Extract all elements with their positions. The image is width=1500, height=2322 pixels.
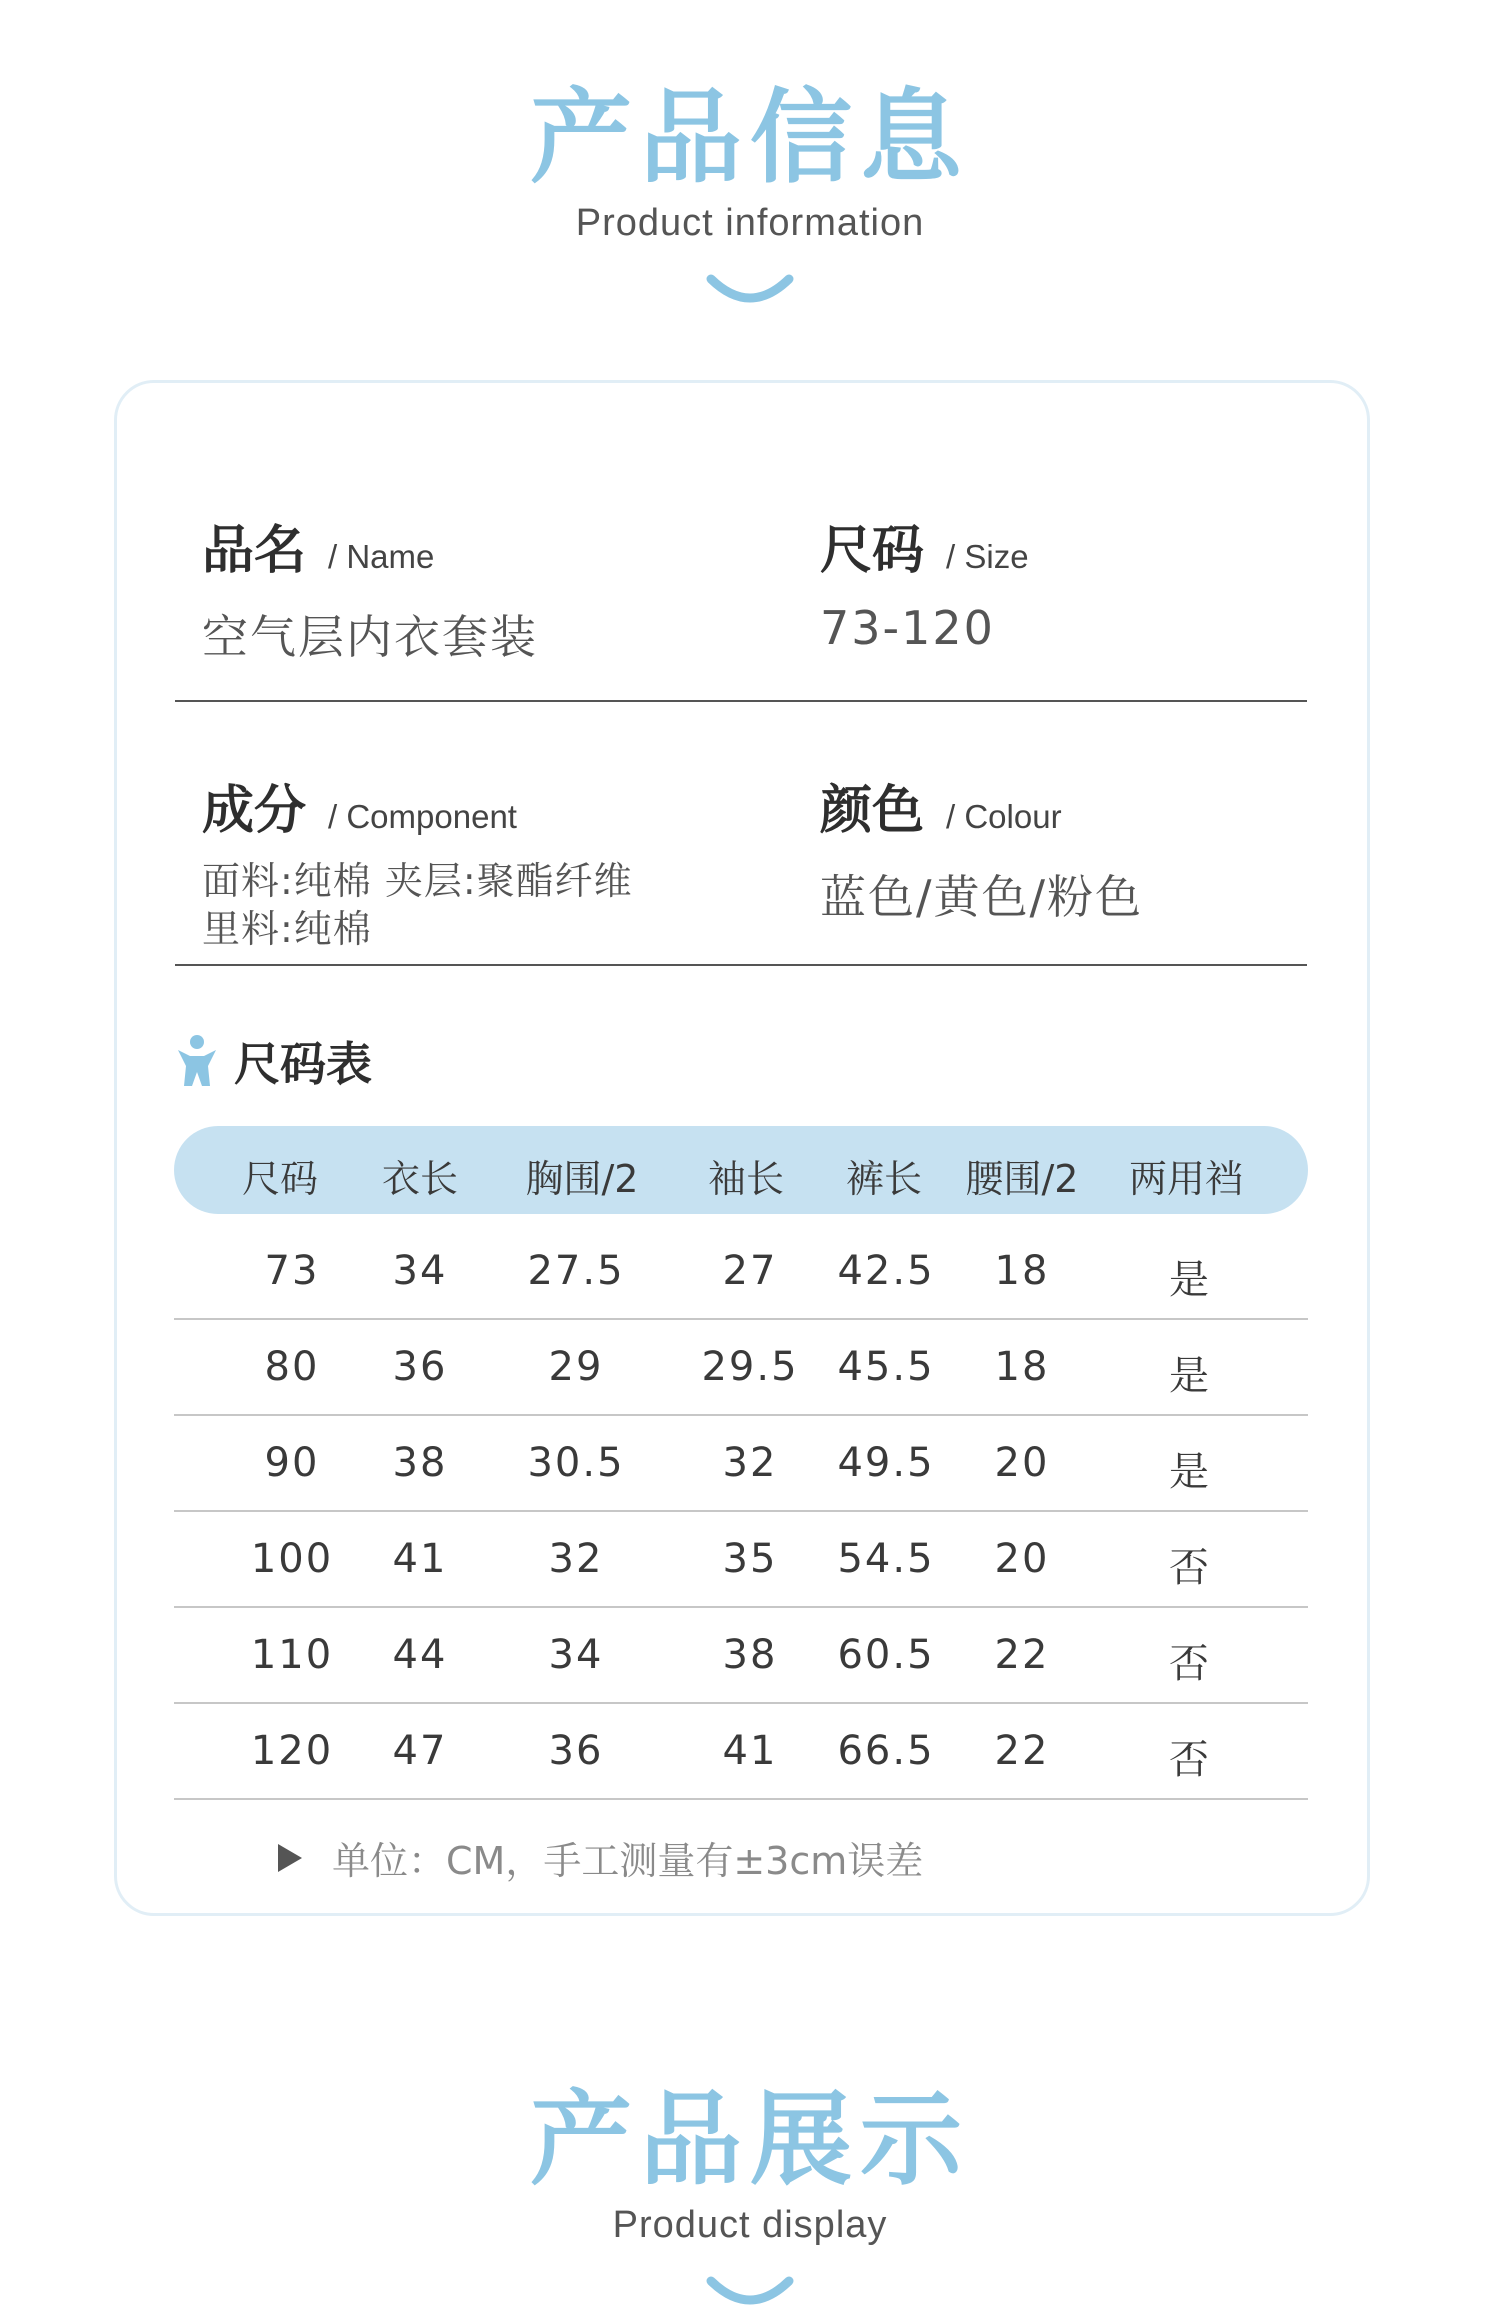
table-cell: 22 (994, 1632, 1050, 1678)
play-arrow-icon (278, 1844, 302, 1872)
header-cell: 胸围/2 (525, 1157, 639, 1201)
table-cell: 42.5 (837, 1248, 935, 1294)
table-cell: 30.5 (527, 1440, 625, 1486)
table-cell: 32 (548, 1536, 604, 1582)
note-text: 单位：CM，手工测量有±3cm误差 (332, 1839, 924, 1883)
header-cell: 两用裆 (1128, 1157, 1244, 1201)
table-cell: 32 (722, 1440, 778, 1486)
table-cell: 否 (1169, 1641, 1211, 1687)
header-cell: 裤长 (845, 1157, 923, 1201)
table-cell: 60.5 (837, 1632, 935, 1678)
colour-label: 颜色 (820, 781, 925, 841)
header-cell: 腰围/2 (965, 1157, 1079, 1201)
section-title: 产品信息 (530, 79, 970, 198)
size-chart-title (174, 1028, 372, 1094)
name-value: 空气层内衣套装 (202, 610, 538, 664)
table-cell: 47 (392, 1728, 448, 1774)
header-cell: 袖长 (707, 1157, 785, 1201)
component-line-1: 面料:纯棉 夹层:聚酯纤维 (202, 859, 633, 903)
component-label: 成分 (202, 781, 307, 841)
table-row (174, 1606, 1308, 1704)
name-label: 品名 (202, 521, 307, 581)
table-cell: 20 (994, 1536, 1050, 1582)
table-cell: 80 (264, 1344, 320, 1390)
size-label-en: / Size (946, 538, 1029, 575)
table-cell: 45.5 (837, 1344, 935, 1390)
table-cell: 44 (392, 1632, 448, 1678)
table-cell: 54.5 (837, 1536, 935, 1582)
smile-curve-icon (705, 2273, 795, 2309)
size-table-header (174, 1126, 1308, 1214)
info-name (202, 508, 538, 667)
info-component (202, 768, 633, 953)
section-subtitle: Product display (612, 2204, 888, 2246)
table-cell: 18 (994, 1344, 1050, 1390)
name-label-en: / Name (328, 538, 435, 575)
colour-value: 蓝色/黄色/粉色 (820, 870, 1143, 924)
table-row (174, 1222, 1308, 1320)
header-cell: 尺码 (241, 1157, 319, 1201)
table-cell: 35 (722, 1536, 778, 1582)
table-cell: 22 (994, 1728, 1050, 1774)
table-cell: 36 (392, 1344, 448, 1390)
size-value: 73-120 (820, 601, 995, 655)
table-cell: 41 (722, 1728, 778, 1774)
info-colour (820, 768, 1143, 927)
table-cell: 120 (250, 1728, 334, 1774)
table-cell: 29.5 (701, 1344, 799, 1390)
size-label: 尺码 (820, 521, 925, 581)
smile-curve-icon (705, 271, 795, 307)
component-line-2: 里料:纯棉 (202, 907, 372, 951)
header-cell: 衣长 (381, 1157, 459, 1201)
table-row (174, 1510, 1308, 1608)
table-row (174, 1702, 1308, 1800)
table-cell: 38 (392, 1440, 448, 1486)
divider (175, 964, 1307, 966)
table-cell: 66.5 (837, 1728, 935, 1774)
table-cell: 73 (264, 1248, 320, 1294)
component-label-en: / Component (328, 798, 517, 835)
table-cell: 49.5 (837, 1440, 935, 1486)
table-cell: 34 (548, 1632, 604, 1678)
table-cell: 36 (548, 1728, 604, 1774)
table-cell: 29 (548, 1344, 604, 1390)
divider (175, 700, 1307, 702)
table-cell: 41 (392, 1536, 448, 1582)
section-title: 产品展示 (530, 2081, 970, 2200)
table-row (174, 1414, 1308, 1512)
table-cell: 否 (1169, 1737, 1211, 1783)
table-cell: 27 (722, 1248, 778, 1294)
table-cell: 90 (264, 1440, 320, 1486)
table-cell: 是 (1169, 1449, 1211, 1495)
table-cell: 是 (1169, 1257, 1211, 1303)
table-cell: 38 (722, 1632, 778, 1678)
info-size (820, 508, 1029, 655)
table-cell: 18 (994, 1248, 1050, 1294)
measurement-note (278, 1830, 923, 1885)
table-cell: 是 (1169, 1353, 1211, 1399)
section-header-display (0, 2081, 1500, 2309)
colour-label-en: / Colour (946, 798, 1062, 835)
table-row (174, 1318, 1308, 1416)
table-cell: 100 (250, 1536, 334, 1582)
table-cell: 34 (392, 1248, 448, 1294)
section-header-info (0, 79, 1500, 307)
table-cell: 27.5 (527, 1248, 625, 1294)
section-subtitle: Product information (575, 202, 925, 244)
size-chart-label: 尺码表 (234, 1037, 372, 1091)
table-cell: 20 (994, 1440, 1050, 1486)
table-cell: 110 (250, 1632, 334, 1678)
component-value (202, 857, 633, 953)
child-icon (174, 1032, 220, 1090)
table-cell: 否 (1169, 1545, 1211, 1591)
